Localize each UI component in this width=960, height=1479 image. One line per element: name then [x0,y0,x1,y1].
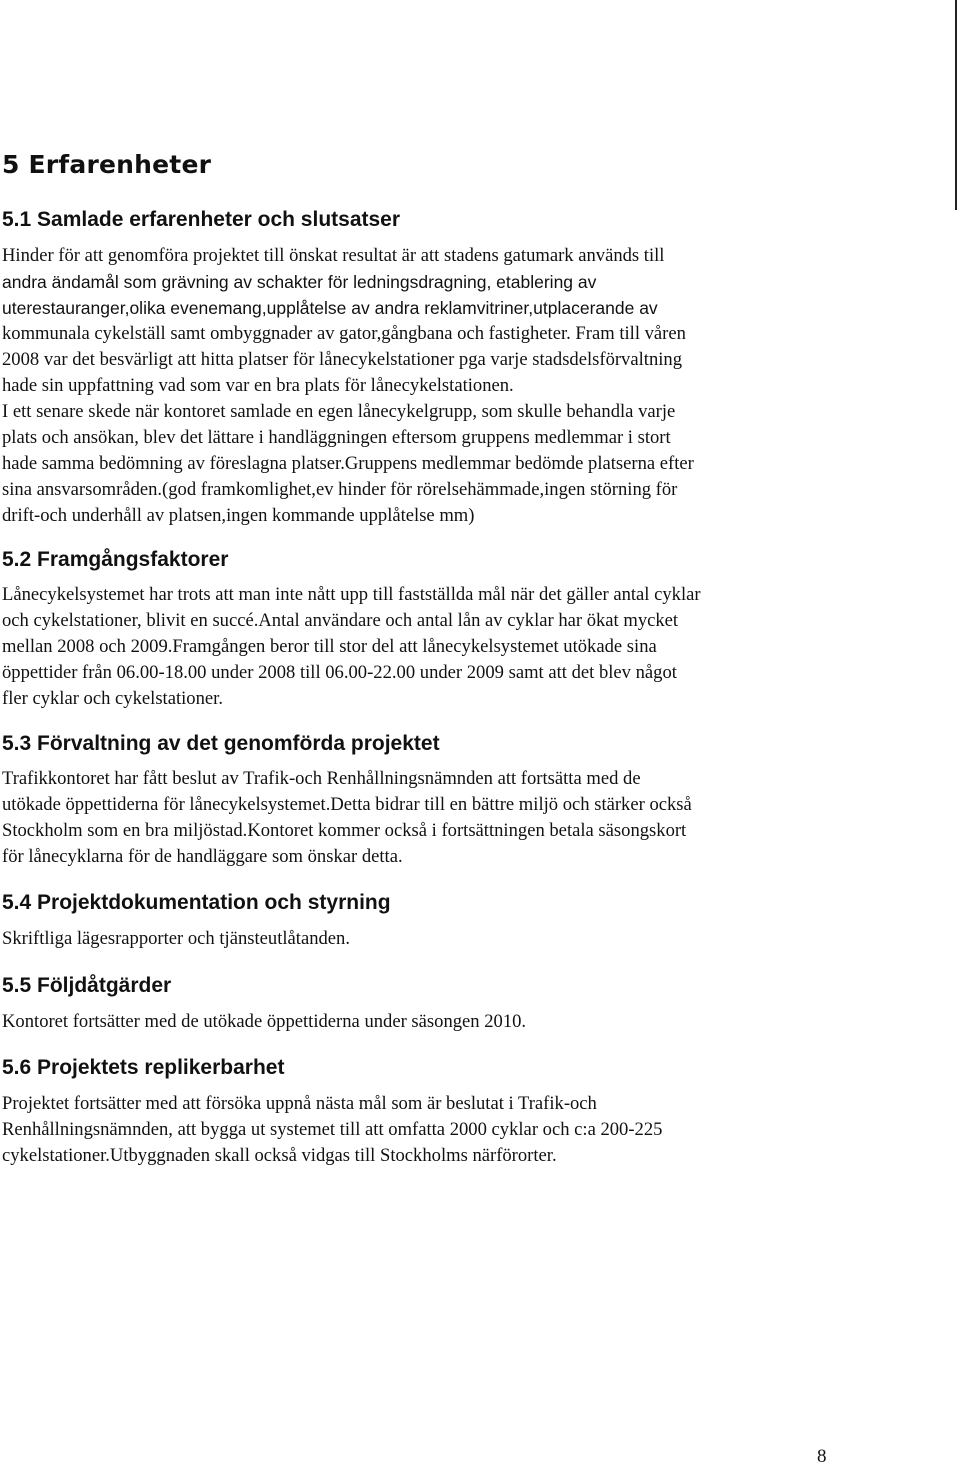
chapter-heading: 5 Erfarenheter [2,150,212,179]
section-5-2-body [2,582,852,712]
body-line: för lånecyklarna för de handläggare som önskar detta. [2,846,403,867]
body-line: andra ändamål som grävning av schakter för ledningsdragning, etablering av [2,272,597,292]
body-line: Lånecykelsystemet har trots att man inte nått upp till fastställda mål när det gäller antal cyklar [2,584,701,605]
body-line: I ett senare skede när kontoret samlade en egen lånecykelgrupp, som skulle behandla varje [2,401,676,422]
body-line: öppettider från 06.00-18.00 under 2008 till 06.00-22.00 under 2009 samt att det blev något [2,662,677,683]
body-line: uterestauranger,olika evenemang,upplåtelse av andra reklamvitriner,utplacerande av [2,298,658,318]
body-line: 2008 var det besvärligt att hitta platser för lånecykelstationer pga varje stadsdelsförvaltning [2,349,682,370]
section-5-3-body [2,766,852,870]
body-line: drift-och underhåll av platsen,ingen kommande upplåtelse mm) [2,505,475,526]
body-line: sina ansvarsområden.(god framkomlighet,ev hinder för rörelsehämmade,ingen störning för [2,479,678,500]
section-5-5-heading: 5.5 Följdåtgärder [2,974,172,997]
section-5-1-heading: 5.1 Samlade erfarenheter och slutsatser [2,208,401,231]
margin-rule [955,0,957,210]
body-line: Renhållningsnämnden, att bygga ut systemet till att omfatta 2000 cyklar och c:a 200-225 [2,1119,663,1140]
body-line: och cykelstationer, blivit en succé.Antal användare och antal lån av cyklar har ökat mycket [2,610,679,631]
body-line: cykelstationer.Utbyggnaden skall också vidgas till Stockholms närförorter. [2,1145,557,1166]
section-5-6-heading: 5.6 Projektets replikerbarhet [2,1056,285,1079]
section-5-4-heading: 5.4 Projektdokumentation och styrning [2,891,391,914]
section-5-4-body [2,926,852,952]
body-line: Kontoret fortsätter med de utökade öppettiderna under säsongen 2010. [2,1011,527,1032]
body-line: fler cyklar och cykelstationer. [2,688,223,709]
body-line: plats och ansökan, blev det lättare i handläggningen eftersom gruppens medlemmar i stort [2,427,671,448]
section-5-3-heading: 5.3 Förvaltning av det genomförda projektet [2,732,440,755]
body-line: Stockholm som en bra miljöstad.Kontoret kommer också i fortsättningen betala säsongskort [2,820,687,841]
body-line: Trafikkontoret har fått beslut av Trafik-och Renhållningsnämnden att fortsätta med de [2,768,641,789]
section-5-1-body [2,243,852,529]
section-5-5-body [2,1009,852,1035]
page-number: 8 [817,1446,827,1467]
body-line: Hinder för att genomföra projektet till önskat resultat är att stadens gatumark används till [2,245,665,266]
body-line: mellan 2008 och 2009.Framgången beror till stor del att lånecykelsystemet utökade sina [2,636,657,657]
body-line: kommunala cykelställ samt ombyggnader av gator,gångbana och fastigheter. Fram till våren [2,323,686,344]
section-5-2-heading: 5.2 Framgångsfaktorer [2,548,229,571]
body-line: Skriftliga lägesrapporter och tjänsteutlåtanden. [2,928,350,949]
body-line: utökade öppettiderna för lånecykelsystemet.Detta bidrar till en bättre miljö och stärker också [2,794,692,815]
body-line: hade samma bedömning av föreslagna platser.Gruppens medlemmar bedömde platserna efter [2,453,694,474]
section-5-6-body [2,1091,852,1169]
body-line: hade sin uppfattning vad som var en bra plats för lånecykelstationen. [2,375,514,396]
body-line: Projektet fortsätter med att försöka uppnå nästa mål som är beslutat i Trafik-och [2,1093,597,1114]
